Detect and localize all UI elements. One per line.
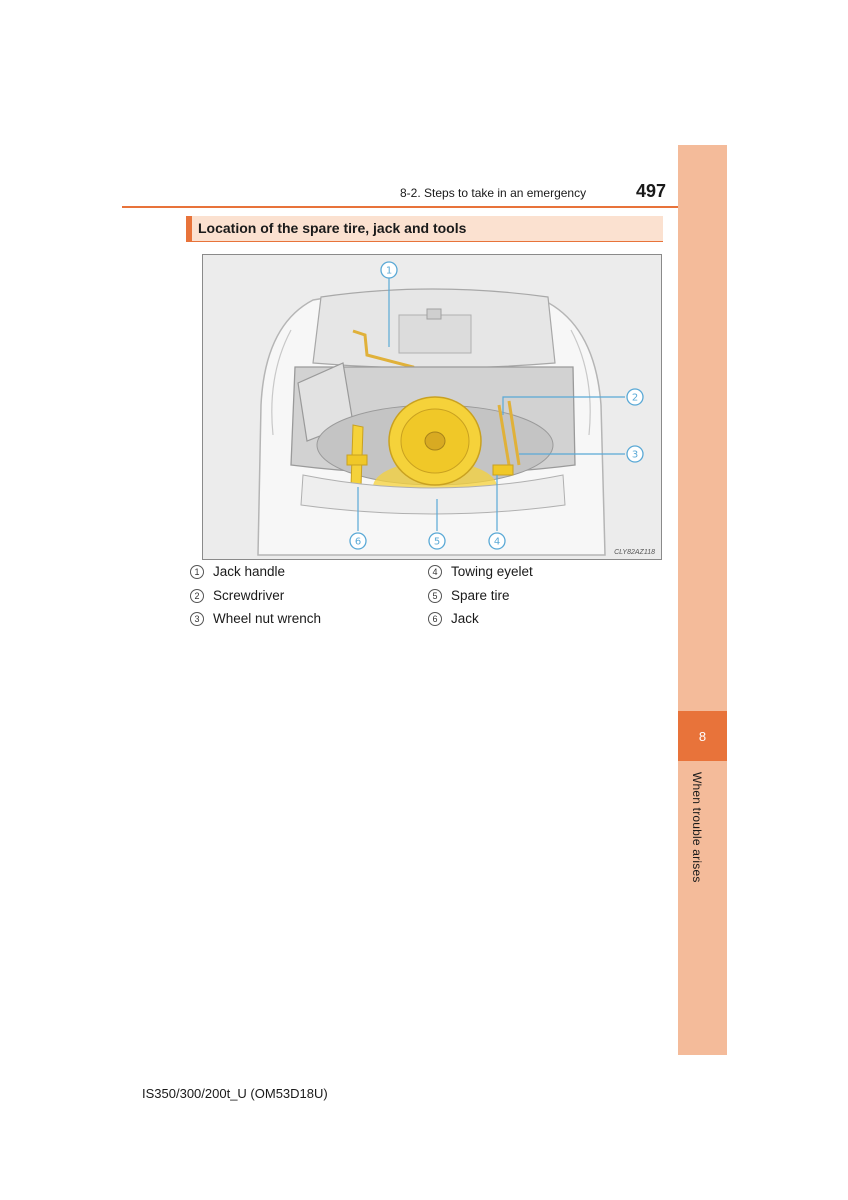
svg-text:1: 1 xyxy=(385,265,393,277)
header-divider xyxy=(122,206,678,208)
section-heading-bar xyxy=(186,216,192,241)
figure-code: CLY82AZ118 xyxy=(614,549,655,556)
chapter-number[interactable]: 8 xyxy=(678,711,727,761)
legend-label: Spare tire xyxy=(451,588,510,603)
svg-text:3: 3 xyxy=(631,449,639,461)
svg-text:5: 5 xyxy=(433,536,441,548)
section-heading-text: Location of the spare tire, jack and tools xyxy=(198,220,467,236)
page-number: 497 xyxy=(636,181,667,201)
legend-item-wheel-nut-wrench xyxy=(190,611,321,626)
legend-item-jack xyxy=(428,611,479,626)
legend-label: Jack handle xyxy=(213,564,286,579)
legend-item-spare-tire xyxy=(428,588,510,603)
section-heading xyxy=(186,216,663,242)
trunk-latch xyxy=(427,309,441,319)
footer-model-code: IS350/300/200t_U (OM53D18U) xyxy=(142,1086,328,1101)
legend-label: Screwdriver xyxy=(213,588,285,603)
legend-number: 4 xyxy=(428,565,442,579)
callout-6 xyxy=(350,533,366,549)
trunk-lid-panel xyxy=(399,315,471,353)
spare-tire-hub xyxy=(425,432,445,450)
callout-1 xyxy=(381,262,397,278)
callout-5 xyxy=(429,533,445,549)
trunk-drawing xyxy=(203,255,661,559)
trunk-illustration xyxy=(202,254,662,560)
chapter-title: When trouble arises xyxy=(690,772,704,883)
svg-text:6: 6 xyxy=(354,536,362,548)
legend-item-screwdriver xyxy=(190,588,284,603)
legend-number: 5 xyxy=(428,589,442,603)
towing-eyelet-shape xyxy=(493,465,513,475)
legend-item-towing-eyelet xyxy=(428,564,533,579)
jack-base xyxy=(347,455,367,465)
legend-label: Wheel nut wrench xyxy=(213,611,322,626)
header-section-title: 8-2. Steps to take in an emergency xyxy=(400,186,587,200)
legend-label: Jack xyxy=(451,611,479,626)
callout-2 xyxy=(627,389,643,405)
svg-text:2: 2 xyxy=(631,392,639,404)
callout-3 xyxy=(627,446,643,462)
legend-item-jack-handle xyxy=(190,564,285,579)
legend-number: 6 xyxy=(428,612,442,626)
sidebar-tab xyxy=(678,145,727,1055)
legend-number: 1 xyxy=(190,565,204,579)
legend-label: Towing eyelet xyxy=(451,564,533,579)
svg-text:4: 4 xyxy=(493,536,501,548)
callout-4 xyxy=(489,533,505,549)
legend-number: 3 xyxy=(190,612,204,626)
legend-number: 2 xyxy=(190,589,204,603)
